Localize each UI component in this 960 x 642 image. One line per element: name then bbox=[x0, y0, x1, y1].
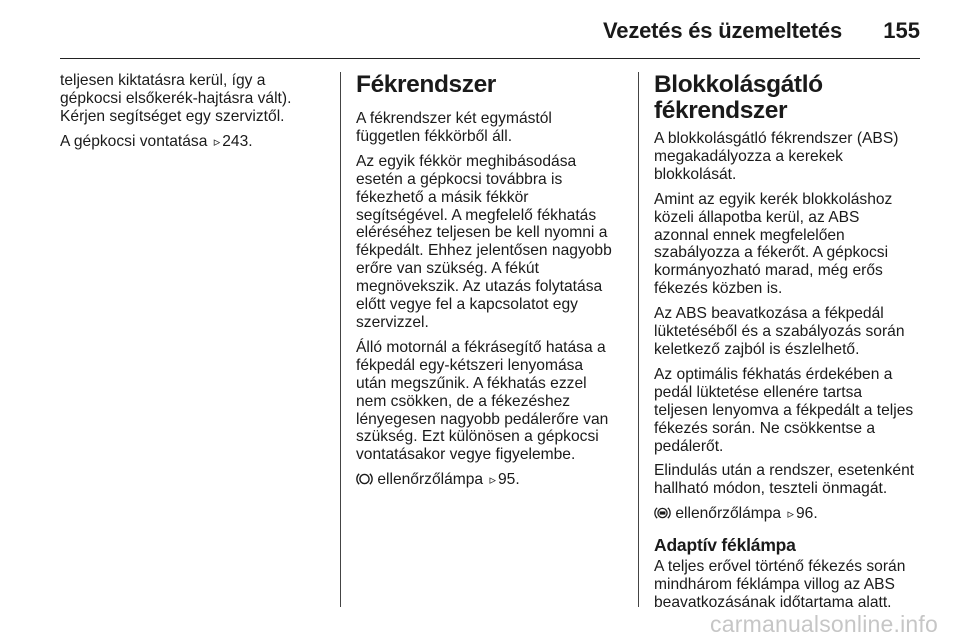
left-column bbox=[60, 72, 322, 158]
text-line: A fékrendszer két egymástól bbox=[356, 110, 552, 127]
text-line: azonnal ennek megfelelően bbox=[654, 226, 845, 244]
text-line: hallható módon, teszteli önmagát. bbox=[654, 480, 888, 498]
text-line: fékezés közben is. bbox=[654, 280, 783, 298]
text-line: kormányozható marad, még erős bbox=[654, 262, 883, 280]
text-line: lüktetéséből és a szabályozás során bbox=[654, 323, 905, 341]
page-reference-arrow-icon: ▹ bbox=[787, 506, 794, 522]
section-heading bbox=[654, 72, 924, 124]
text-line: pedálerőt. bbox=[654, 437, 724, 455]
section-heading: Fékrendszer bbox=[356, 71, 496, 98]
text-line: A blokkolásgátló fékrendszer (ABS) bbox=[654, 130, 899, 147]
text-line: gépkocsi elsőkerék-hajtásra vált). bbox=[60, 89, 292, 107]
text-line: fékezés során. Ne csökkentse a bbox=[654, 419, 876, 437]
paragraph bbox=[356, 339, 624, 464]
text-line: Az optimális fékhatás érdekében a bbox=[654, 365, 893, 383]
text-line: lényegesen nagyobb pedálerőre van bbox=[356, 410, 609, 428]
paragraph bbox=[654, 558, 924, 612]
towing-reference bbox=[60, 133, 322, 151]
paragraph bbox=[60, 72, 322, 126]
text-line: fékezhető a másik fékkör bbox=[356, 188, 529, 206]
text-line: fékpedált. Ehhez jelentősen nagyobb bbox=[356, 242, 612, 260]
paragraph bbox=[356, 110, 624, 146]
text-line: vontatásakor vegye figyelembe. bbox=[356, 446, 576, 464]
middle-column bbox=[356, 72, 624, 496]
brake-lamp-reference bbox=[356, 471, 624, 489]
text-line: blokkolását. bbox=[654, 165, 737, 183]
text-line: Álló motornál a fékrásegítő hatása a bbox=[356, 338, 606, 356]
text-line: Kérjen segítséget egy szerviztől. bbox=[60, 107, 285, 125]
text-line: megakadályozza a kerekek bbox=[654, 147, 843, 165]
page-reference[interactable]: 96. bbox=[795, 505, 818, 523]
text-line: szükség. Ezt különösen a gépkocsi bbox=[356, 428, 599, 446]
text-line: mindhárom féklámpa villog az ABS bbox=[654, 576, 895, 594]
paragraph bbox=[654, 130, 924, 184]
text-line: Az ABS beavatkozása a fékpedál bbox=[654, 305, 884, 323]
abs-lamp-reference bbox=[654, 505, 924, 523]
heading-line: fékrendszer bbox=[654, 97, 788, 124]
page-reference-arrow-icon: ▹ bbox=[489, 472, 496, 488]
page-header bbox=[60, 14, 920, 59]
text-line: esetén a gépkocsi továbbra is bbox=[356, 170, 563, 188]
watermark: carmanualsonline.info bbox=[710, 611, 938, 637]
paragraph bbox=[654, 191, 924, 298]
text-line: beavatkozásának időtartama alatt. bbox=[654, 593, 892, 611]
page-number: 155 bbox=[883, 18, 920, 43]
page-reference-arrow-icon: ▹ bbox=[213, 133, 221, 149]
text-line: pedál lüktetése ellenére tartsa bbox=[654, 383, 863, 401]
text-line: fékpedál egy-kétszeri lenyomása bbox=[356, 356, 584, 374]
page-reference[interactable]: 95. bbox=[497, 471, 520, 489]
text-line: A gépkocsi vontatása bbox=[60, 132, 208, 150]
column-divider bbox=[340, 72, 341, 607]
text-line: keletkező zajból is észlelhető. bbox=[654, 340, 860, 358]
text-line: Amint az egyik kerék blokkoláshoz bbox=[654, 190, 893, 208]
text-line: erőre van szükség. A fékút bbox=[356, 260, 539, 278]
abs-warning-icon bbox=[654, 506, 671, 520]
heading-line: Blokkolásgátló bbox=[654, 71, 823, 98]
text-line: teljesen lenyomva a fékpedált a teljes bbox=[654, 401, 914, 419]
column-divider bbox=[638, 72, 639, 607]
page-reference[interactable]: 243. bbox=[222, 132, 253, 150]
text-line: megnövekszik. Az utazás folytatása bbox=[356, 278, 603, 296]
text-line: segítségével. A megfelelő fékhatás bbox=[356, 206, 597, 224]
chapter-title: Vezetés és üzemeltetés bbox=[603, 18, 842, 43]
text-line: ellenőrzőlámpa bbox=[675, 505, 782, 523]
text-line: szervizzel. bbox=[356, 313, 429, 331]
text-line: előtt vegye fel a kapcsolatot egy bbox=[356, 296, 578, 314]
text-line: közeli állapotba kerül, az ABS bbox=[654, 208, 860, 226]
text-line: Elindulás után a rendszer, esetenként bbox=[654, 462, 915, 480]
text-line: teljesen kiktatásra kerül, így a bbox=[60, 72, 266, 89]
text-line: eléréséhez teljesen be kell nyomni a bbox=[356, 224, 608, 242]
brake-warning-icon bbox=[356, 472, 373, 486]
text-line: ellenőrzőlámpa bbox=[377, 471, 484, 489]
text-line: független fékkörből áll. bbox=[356, 127, 513, 145]
paragraph bbox=[654, 366, 924, 456]
paragraph bbox=[654, 462, 924, 498]
paragraph bbox=[654, 305, 924, 359]
right-column bbox=[654, 72, 924, 619]
text-line: nem csökken, de a fékezéshez bbox=[356, 392, 571, 410]
paragraph bbox=[356, 153, 624, 332]
text-line: A teljes erővel történő fékezés során bbox=[654, 558, 906, 576]
subsection-heading: Adaptív féklámpa bbox=[654, 535, 796, 556]
text-line: Az egyik fékkör meghibásodása bbox=[356, 152, 577, 170]
text-line: szabályozza a fékerőt. A gépkocsi bbox=[654, 244, 889, 262]
text-line: után megszűnik. A fékhatás ezzel bbox=[356, 374, 587, 392]
